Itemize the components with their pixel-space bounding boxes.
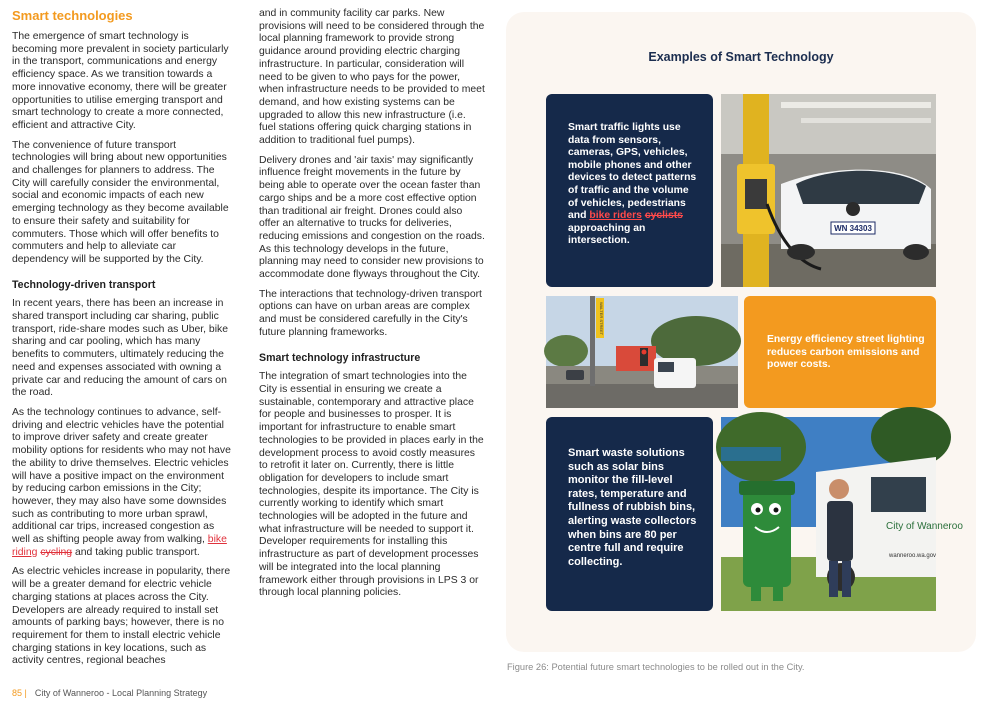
text-run: Smart traffic lights use data from sensors, cameras, GPS, vehicles, mobile phones and other devices to detect patterns of traffic and the volume of vehicles, pedestrians and <box>568 122 697 222</box>
page-footer <box>12 688 207 698</box>
figure-caption: Figure 26: Potential future smart technologies to be rolled out in the City. <box>507 662 805 672</box>
tile-text: Smart waste solutions such as solar bins monitor the fill-level rates, temperature and fullness of rubbish bins, alerting waste collectors when bins are 80 per centre full and require collecting. <box>568 447 697 568</box>
text-run: and taking public transport. <box>72 546 200 558</box>
tile-text: Energy efficiency street lighting reduces carbon emissions and power costs. <box>767 334 925 371</box>
smart-waste-tile <box>546 417 713 611</box>
tile-text <box>568 122 700 248</box>
street-lighting-tile <box>744 296 936 408</box>
paragraph: As electric vehicles increase in popularity, there will be a greater demand for electric vehicle charging stations at places across the City. Developers are already required to install set amounts of parking bays; however, there is no requirement for them to install electric vehicle charging stations in key locations, such as activity centres, regional beaches <box>12 566 231 667</box>
van-logo-text: City of Wanneroo <box>886 521 963 532</box>
smart-traffic-lights-tile <box>546 94 713 287</box>
smart-bin-mascot-photo <box>721 417 963 611</box>
paragraph-with-edits <box>12 407 234 559</box>
paragraph: Delivery drones and 'air taxis' may significantly influence freight movements in the future by being able to operate over the ocean faster than cargo ships and be a more cost effective option than traditional air freight. Drones could also offer an alternative to trucks for deliveries, reducing emissions and congestion on the roads. As this technology develops in the future, planning may need to consider new provisions to accommodate done flyways throughout the City. <box>259 154 485 281</box>
smart-technology-panel <box>506 12 976 652</box>
paragraph: The interactions that technology-driven transport options can have on urban areas are complex and must be considered carefully in the City's future planning frameworks. <box>259 288 482 338</box>
text-run: approaching an intersection. <box>568 222 646 247</box>
middle-column <box>259 8 485 607</box>
subheading: Smart technology infrastructure <box>259 351 421 364</box>
street-lighting-photo <box>546 296 738 408</box>
street-sign: WALTER STREET <box>599 302 604 336</box>
text-run: As the technology continues to advance, self-driving and electric vehicles have the potential to improve driver safety and create greater mobility options for residents who may not have the ability to drive themselves. Electric vehicles will have a positive impact on the environment by reducing carbon emissions in the City; however, they may also have some downsides such as contributing to more urban sprawl, additional car trips, increased congestion as well as shifting people away from walking, <box>12 406 231 546</box>
page-number: 85 | <box>12 688 27 698</box>
electric-car-charging-photo <box>721 94 936 287</box>
license-plate: WN 34303 <box>834 224 872 233</box>
paragraph: The convenience of future transport technologies will bring about new opportunities and challenges for planners to address. The City will carefully consider the environmental, social and economic impacts of each new emerging technology as they become available to ensure their safety and suitability for commuters. Those which will offer benefits to commuters and help to alleviate car dependency will be supported by the City. <box>12 139 229 265</box>
paragraph: The integration of smart technologies into the City is essential in ensuring we create a sustainable, contemporary and attractive place for people and businesses to prosper. It is important for infrastructure to enable smart technologies to be provided in places early in the development process to avoid costly measures to retrofit it later on. Currently, there is little obligation for developers to include smart technologies, despite its importance. The City is currently working to identify which smart technologies will be adopted in the future and what infrastructure will be needed to support it. Developer requirements for installing this infrastructure as part of development processes will be integrated into the local planning framework either through provisions in LPS 3 or through local planning policies. <box>259 371 484 599</box>
inserted-text: bike riding <box>12 534 227 558</box>
panel-title: Examples of Smart Technology <box>648 50 834 64</box>
paragraph: In recent years, there has been an increase in shared transport including car sharing, public transport, ride-share modes such as Uber, bike sharing and car pooling, which has many benefits to commuters, ultimately reducing the need and expenses associated with owning a private car and reducing the amount of cars on the road. <box>12 298 228 399</box>
document-title: City of Wanneroo - Local Planning Strategy <box>34 688 208 698</box>
inserted-text: bike riders <box>589 210 642 222</box>
section-heading: Smart technologies <box>12 8 133 23</box>
paragraph: and in community facility car parks. New provisions will need to be considered through the local planning framework to provide strong guidance around providing electric charging infrastructure. In particular, consideration will need to be given to who pays for the power, when infrastructure needs to be provided to meet demand, and how existing systems can be upgraded to allow this new infrastructure (i.e. fuel stations offering quick charging stations in addition to traditional fuel pumps). <box>259 8 485 147</box>
paragraph: The emergence of smart technology is becoming more prevalent in society particularly in the transport, communications and energy efficiency space. As we transition towards a more innovative economy, there will be greater opportunities to utilise emerging transport and smart technology to create a more connected, efficient and attractive City. <box>12 31 229 131</box>
deleted-text: cyclists <box>644 210 683 222</box>
deleted-text: cycling <box>40 546 73 558</box>
van-url-text: wanneroo.wa.gov <box>889 553 937 559</box>
left-column <box>12 8 234 675</box>
subheading: Technology-driven transport <box>12 278 156 291</box>
